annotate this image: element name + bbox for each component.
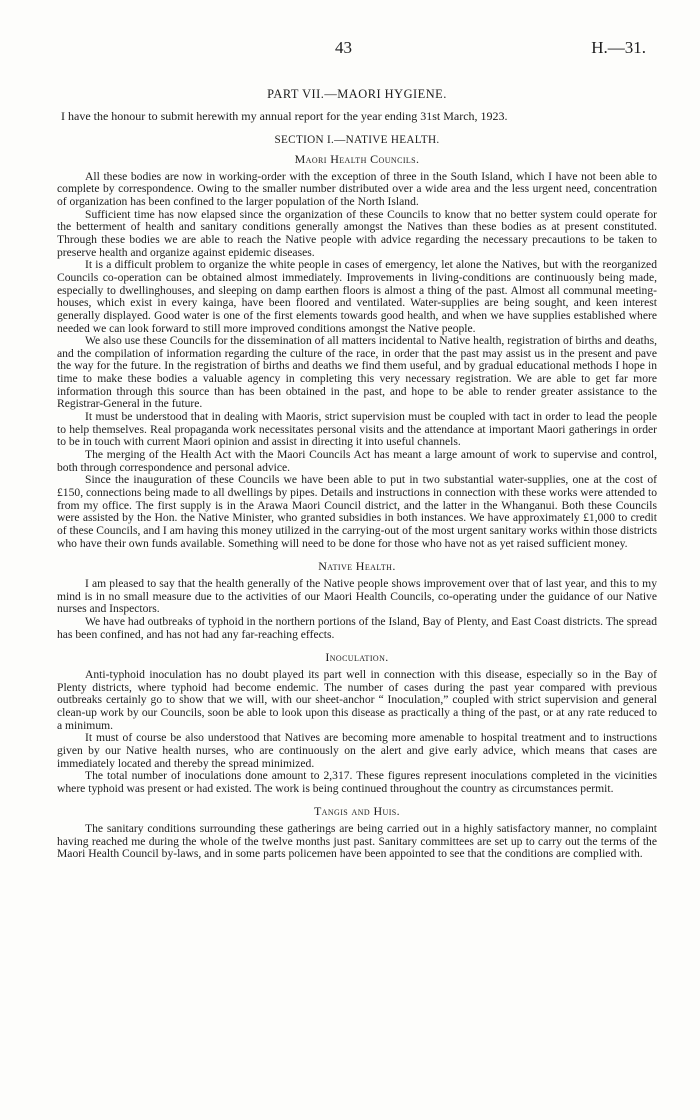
section-maori-health-councils bbox=[57, 153, 657, 550]
paragraph: The sanitary conditions surrounding these gatherings are being carried out in a highly satisfactory manner, no complaint having reached me during the whole of the twelve months just past. Sanitary committees are set up to carry out the terms of the Maori Health Council by-laws, and in some parts policemen have been appointed to see that the conditions are complied with. bbox=[57, 822, 657, 861]
paragraph: It must be understood that in dealing with Maoris, strict supervision must be coupled with tact in order to lead the people to help themselves. Real propaganda work necessitates personal visits and the attendance at important Maori gatherings in order to be in touch with current Maori opinion and assist in directing it into useful channels. bbox=[57, 410, 657, 449]
paragraph: We have had outbreaks of typhoid in the northern portions of the Island, Bay of Plenty, and East Coast districts. The spread has been confined, and has not had any far-reaching effects. bbox=[57, 614, 657, 641]
paragraph: Since the inauguration of these Councils we have been able to put in two substantial water-supplies, one at the cost of £150, connections being made to all dwellings by pipes. Details and instructions in connection with these works were attended to from my office. The first supply is in the Arawa Maori Council district, and the latter in the Whanganui. Both these Councils were assisted by the Hon. the Native Minister, who granted subsidies in both instances. We have approximately £1,000 to credit of these Councils, and I am having this money utilized in the carrying-out of the most urgent sanitary works within those districts who have their own funds available. Something will need to be done for those who have not as yet raised sufficient money. bbox=[57, 473, 657, 550]
intro-paragraph: I have the honour to submit herewith my annual report for the year ending 31st March, 1923. bbox=[61, 108, 508, 123]
page-header bbox=[0, 38, 700, 62]
paragraph: Sufficient time has now elapsed since the organization of these Councils to know that no better system could operate for the betterment of health and sanitary conditions generally amongst the Natives than these bodies as at present constituted. Through these bodies we are able to reach the Native people with advice regarding the necessary precautions to be taken to preserve health and organize against epidemic diseases. bbox=[57, 207, 657, 259]
paragraph: We also use these Councils for the dissemination of all matters incidental to Native health, registration of births and deaths, and the compilation of information regarding the culture of the race, in order that the past may assist us in the present and pave the way for the future. In the registration of births and deaths we find them useful, and by gradual educational methods I hope in time to make these bodies a valuable agency in completing this very necessary registration. We are able to get far more information through this source than has been obtained in the past, and hope to be able to render greater assistance to the Registrar-General in the future. bbox=[57, 334, 657, 411]
section-title: SECTION I.—NATIVE HEALTH. bbox=[274, 134, 440, 147]
section-heading: Native Health. bbox=[318, 559, 396, 574]
section-heading: Maori Health Councils. bbox=[294, 151, 420, 166]
report-body bbox=[57, 88, 657, 861]
page-number: 43 bbox=[335, 38, 352, 57]
paragraph: All these bodies are now in working-order with the exception of three in the South Island, which I have not been able to complete by correspondence. Owing to the smaller number distributed over a wide area and the less urgent need, concentration of organization has been confined to the larger population of the North Island. bbox=[57, 169, 657, 208]
paragraph: It must of course be also understood that Natives are becoming more amenable to hospital treatment and to instructions given by our Native health nurses, who are continuously on the alert and give early advice, which means that cases are immediately located and thereby the spread minimized. bbox=[57, 731, 657, 770]
paragraph: It is a difficult problem to organize the white people in cases of emergency, let alone the Natives, but with the reorganized Councils co-operation can be obtained almost immediately. Improvements in living-conditions are continuously being made, especially to dwellinghouses, and sleeping on damp earthen floors is almost a thing of the past. Almost all communal meeting-houses, which exist in every kainga, have been floored and ventilated. Water-supplies are being sought, and keen interest generally displayed. Good water is one of the first elements towards good health, and when we have supplies established where needed we can look forward to still more improved conditions amongst the Native people. bbox=[57, 258, 657, 335]
paragraph: The merging of the Health Act with the Maori Councils Act has meant a large amount of work to supervise and control, both through correspondence and personal advice. bbox=[57, 448, 657, 474]
section-native-health bbox=[57, 560, 657, 641]
part-title: PART VII.—MAORI HYGIENE. bbox=[267, 87, 447, 101]
document-reference: H.—31. bbox=[591, 38, 646, 57]
section-heading: Tangis and Huis. bbox=[313, 804, 401, 819]
paragraph: Anti-typhoid inoculation has no doubt played its part well in connection with this disease, especially so in the Bay of Plenty districts, where typhoid had become endemic. The number of cases during the past year compared with previous outbreaks certainly go to show that we will, with our sheet-anchor “ Inoculation,” coupled with strict supervision and general clean-up work by our Councils, soon be able to look upon this disease as practically a thing of the past, or at any rate reduced to a minimum. bbox=[57, 667, 657, 732]
section-inoculation bbox=[57, 651, 657, 795]
paragraph: The total number of inoculations done amount to 2,317. These figures represent inoculations completed in the vicinities where typhoid was present or had existed. The work is being continued throughout the country as circumstances permit. bbox=[57, 769, 657, 795]
section-heading: Inoculation. bbox=[325, 650, 389, 665]
section-tangis-and-huis bbox=[57, 805, 657, 861]
paragraph: I am pleased to say that the health generally of the Native people shows improvement over that of last year, and this to my mind is in no small measure due to the activities of our Maori Health Councils, co-operating under the guidance of our Native nurses and Inspectors. bbox=[57, 576, 657, 616]
